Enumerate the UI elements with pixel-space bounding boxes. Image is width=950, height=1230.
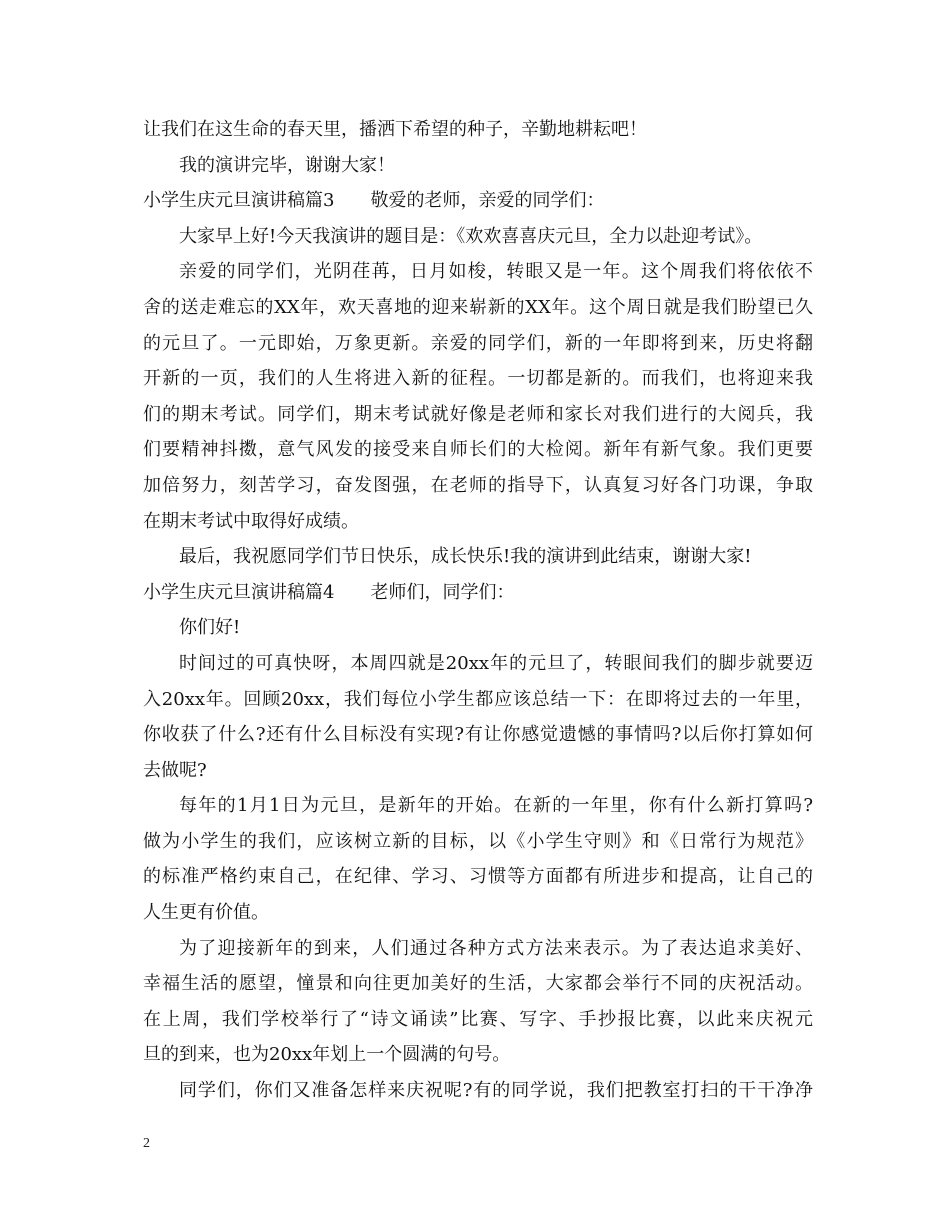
text-line: 时间过的可真快呀，本周四就是20xx年的元旦了，转眼间我们的脚步就要迈 xyxy=(179,652,813,674)
text-line: 我的演讲完毕，谢谢大家！ xyxy=(179,154,395,176)
text-line: 旦的到来，也为20xx年划上一个圆满的句号。 xyxy=(143,1044,511,1066)
text-line: 的元旦了。一元即始，万象更新。亲爱的同学们，新的一年即将到来，历史将翻 xyxy=(143,332,813,354)
text-line: 为了迎接新年的到来，人们通过各种方式方法来表示。为了表达追求美好、 xyxy=(179,937,813,959)
text-line: 舍的送走难忘的XX年，欢天喜地的迎来崭新的XX年。这个周日就是我们盼望已久 xyxy=(143,296,813,318)
text-line: 幸福生活的愿望，憧景和向往更加美好的生活，大家都会举行不同的庆祝活动。 xyxy=(143,973,813,995)
text-line: 们的期末考试。同学们，期末考试就好像是老师和家长对我们进行的大阅兵，我 xyxy=(143,403,813,425)
text-line: 小学生庆元旦演讲稿篇3 敬爱的老师，亲爱的同学们： xyxy=(143,190,605,212)
text-line: 去做呢? xyxy=(143,759,207,781)
text-line: 做为小学生的我们，应该树立新的目标，以《小学生守则》和《日常行为规范》 xyxy=(143,830,813,852)
text-line: 大家早上好!今天我演讲的题目是：《欢欢喜喜庆元旦，全力以赴迎考试》。 xyxy=(179,225,763,247)
text-line: 在上周，我们学校举行了“诗文诵读”比赛、写字、手抄报比赛，以此来庆祝元 xyxy=(143,1008,813,1030)
text-line: 们要精神抖擞，意气风发的接受来自师长们的大检阅。新年有新气象。我们更要 xyxy=(143,439,813,461)
text-line: 你收获了什么?还有什么目标没有实现?有让你感觉遗憾的事情吗?以后你打算如何 xyxy=(143,724,813,746)
text-line: 小学生庆元旦演讲稿篇4 老师们，同学们： xyxy=(143,581,515,603)
text-line: 的标准严格约束自己，在纪律、学习、习惯等方面都有所进步和提高，让自己的 xyxy=(143,866,813,888)
text-line: 加倍努力，刻苦学习，奋发图强，在老师的指导下，认真复习好各门功课，争取 xyxy=(143,474,813,496)
text-line: 入20xx年。回顾20xx，我们每位小学生都应该总结一下：在即将过去的一年里， xyxy=(143,688,813,710)
body-text xyxy=(143,112,813,1109)
text-line: 让我们在这生命的春天里，播洒下希望的种子，辛勤地耕耘吧！ xyxy=(143,119,647,140)
page-number: 2 xyxy=(143,1136,150,1151)
text-line: 在期末考试中取得好成绩。 xyxy=(143,510,359,532)
text-line: 最后，我祝愿同学们节日快乐，成长快乐!我的演讲到此结束，谢谢大家! xyxy=(179,546,752,568)
text-line: 人生更有价值。 xyxy=(143,902,269,924)
text-line: 同学们，你们又准备怎样来庆祝呢?有的同学说，我们把教室打扫的干干净净 xyxy=(179,1080,813,1102)
text-line: 你们好! xyxy=(179,617,241,639)
text-line: 开新的一页，我们的人生将进入新的征程。一切都是新的。而我们，也将迎来我 xyxy=(143,368,813,390)
text-line: 亲爱的同学们，光阴荏苒，日月如梭，转眼又是一年。这个周我们将依依不 xyxy=(179,261,813,283)
text-line: 每年的1月1日为元旦，是新年的开始。在新的一年里，你有什么新打算吗? xyxy=(179,795,813,817)
